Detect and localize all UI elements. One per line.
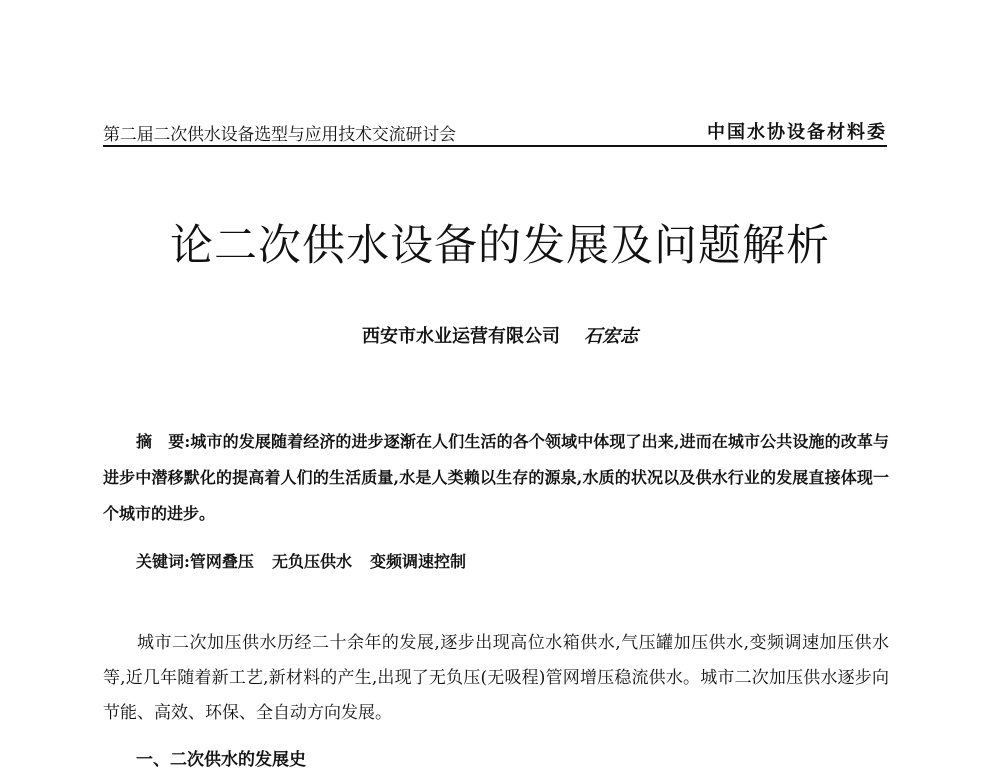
byline: [0, 322, 1000, 348]
body-paragraph: 城市二次加压供水历经二十余年的发展,逐步出现高位水箱供水,气压罐加压供水,变频调速加压供水等,近几年随着新工艺,新材料的产生,出现了无负压(无吸程)管网增压稳流供水。城市二次加压供水逐步向节能、高效、环保、全自动方向发展。: [103, 633, 889, 723]
conference-name: 第二届二次供水设备选型与应用技术交流研讨会: [103, 125, 456, 145]
keyword-item: 管网叠压: [189, 552, 254, 571]
committee-name: 中国水协设备材料委: [707, 122, 887, 143]
keyword-item: 变频调速控制: [369, 552, 466, 571]
page-header: [103, 117, 887, 147]
keywords: [136, 549, 484, 572]
abstract-label: 摘 要:: [136, 432, 191, 451]
section-heading: 一、二次供水的发展史: [136, 750, 306, 770]
author-organization: 西安市水业运营有限公司: [362, 326, 560, 347]
author-name: 石宏志: [584, 326, 638, 347]
abstract: [103, 424, 889, 532]
paper-title: 论二次供水设备的发展及问题解析: [170, 221, 830, 271]
keywords-label: 关键词:: [136, 552, 190, 571]
abstract-text: 城市的发展随着经济的进步逐渐在人们生活的各个领域中体现了出来,进而在城市公共设施的改革与进步中潜移默化的提高着人们的生活质量,水是人类赖以生存的源泉,水质的状况以及供水行业的发展直接体现一个城市的进步。: [103, 432, 889, 523]
keyword-item: 无负压供水: [271, 552, 352, 571]
